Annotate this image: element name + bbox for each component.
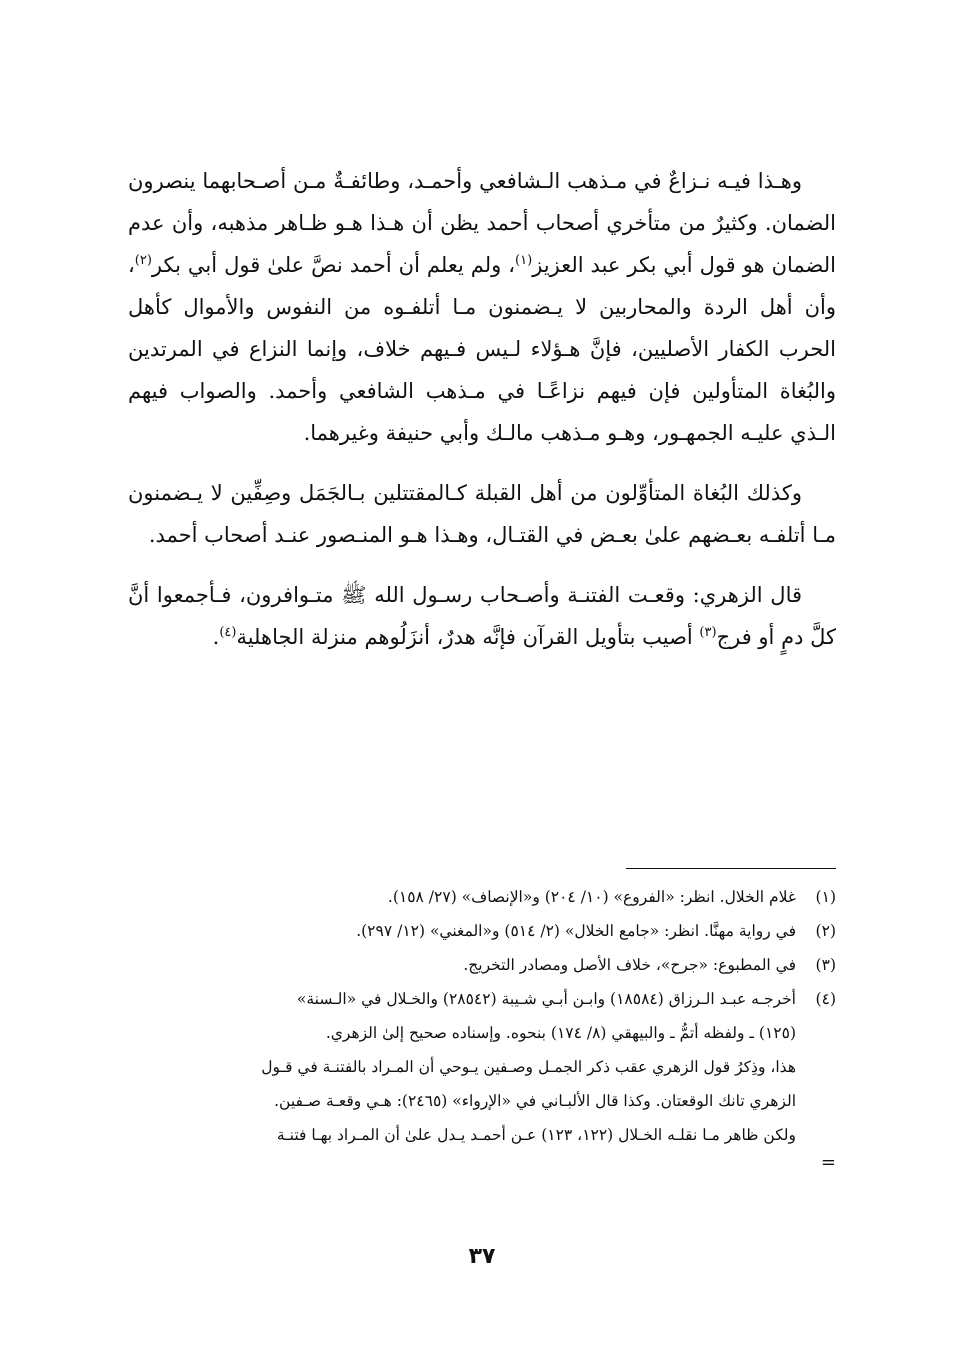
paragraph-2: وكذلك البُغاة المتأوِّلون من أهل القبلة كـالمقتتلين بـالجَمَل وصِفِّين لا يـضمنون مـا أتلفـه بعـضهم علىٰ بعـض في القتـال، وهـذا هـو المنـصور عنـد أصحاب أحمد. <box>128 481 836 547</box>
footnote-number: (١) <box>815 888 836 906</box>
footnote-ref-4[interactable]: (٤) <box>219 625 237 640</box>
paragraph-1: وهـذا فيـه نـزاعٌ في مـذهب الـشافعي وأحمـد، وطائفـةٌ مـن أصـحابهما ينصرون الضمان. وكثيرٌ من متأخري أصحاب أحمد يظن أن هـذا هـو ظـاهر مذهبه، وأن عدم الضمان هو قول أبي بكر عبد العزيز$^{(١)}$، ولم يعلم أن أحمد نصَّ علىٰ قول أبي بكر$^{(٢)}$، وأن أهل الردة والمحاربين لا يـضمنون مـا أتلفـوه من النفوس والأموال كأهل الحرب الكفار الأصليين، فإنَّ هـؤلاء لـيس فـيهم خلاف، وإنما النزاع في المرتدين والبُغاة المتأولين فإن فيهم نزاعًـا في مـذهب الشافعي وأحمد. والصواب فيهم الـذي عليـه الجمهـور، وهـو مـذهب مالـك وأبي حنيفة وغيرهما. <box>128 169 836 445</box>
footnote-number: (٤) <box>815 990 836 1008</box>
footnote-line: غلام الخلال. انظر: «الفروع» (١٠/ ٢٠٤) و«الإنصاف» (٢٧/ ١٥٨). <box>387 888 796 906</box>
footnote-separator <box>626 868 836 869</box>
page-number: ٣٧ <box>468 1244 496 1269</box>
footnote-line: (١٢٥) ـ ولفظه أتمُّ ـ والبيهقي (٨/ ١٧٤) بنحوه. وإسناده صحيح إلىٰ الزهري. <box>325 1024 796 1042</box>
footnotes <box>128 880 836 1174</box>
footnote-line: أخرجـه عبـد الـرزاق (١٨٥٨٤) وابـن أبـي شـيبة (٢٨٥٤٢) والخـلال في «الـسنة» <box>296 990 796 1008</box>
footnote-number: (٣) <box>815 956 836 974</box>
continuation-mark: = <box>820 1152 836 1173</box>
footnote-ref-1[interactable]: (١) <box>515 253 533 268</box>
footnote-ref-3[interactable]: (٣) <box>699 625 717 640</box>
footnote-4 <box>128 982 836 1152</box>
footnote-line: في رواية مهنَّا. انظر: «جامع الخلال» (٢/ ٥١٤) و«المغني» (١٢/ ٢٩٧). <box>356 922 796 940</box>
footnote-number: (٢) <box>815 922 836 940</box>
paragraph-3: قال الزهري: وقعـت الفتنـة وأصـحاب رسـول الله ﷺ متـوافرون، فـأجمعوا أنَّ كلَّ دمٍ أو فرج$^{(٣)}$ أصيب بتأويل القرآن فإنَّه هدرٌ، أنزَلُوهم منزلة الجاهلية$^{(٤)}$. <box>128 583 836 649</box>
footnote-2 <box>128 914 836 948</box>
footnote-line: الزهري تانك الوقعتان. وكذا قال الألبـاني في «الإرواء» (٢٤٦٥): هـي وقعـة صـفين. <box>274 1092 796 1110</box>
footnote-line: ولكن ظاهر مـا نقلـه الخـلال (١٢٢، ١٢٣) عـن أحمـد يـدل علىٰ أن المـراد بهـا فتنـة <box>276 1126 796 1144</box>
footnote-line: هذا، وذِكرُ قول الزهري عقب ذكر الجمـل وصـفين يـوحي أن المـراد بالفتنـة في قـول <box>261 1058 796 1076</box>
footnote-1 <box>128 880 836 914</box>
main-text <box>128 160 836 676</box>
footnote-line: في المطبوع: «جرح»، خلاف الأصل ومصادر التخريج. <box>463 956 796 974</box>
footnote-ref-2[interactable]: (٢) <box>134 253 152 268</box>
footnote-3 <box>128 948 836 982</box>
